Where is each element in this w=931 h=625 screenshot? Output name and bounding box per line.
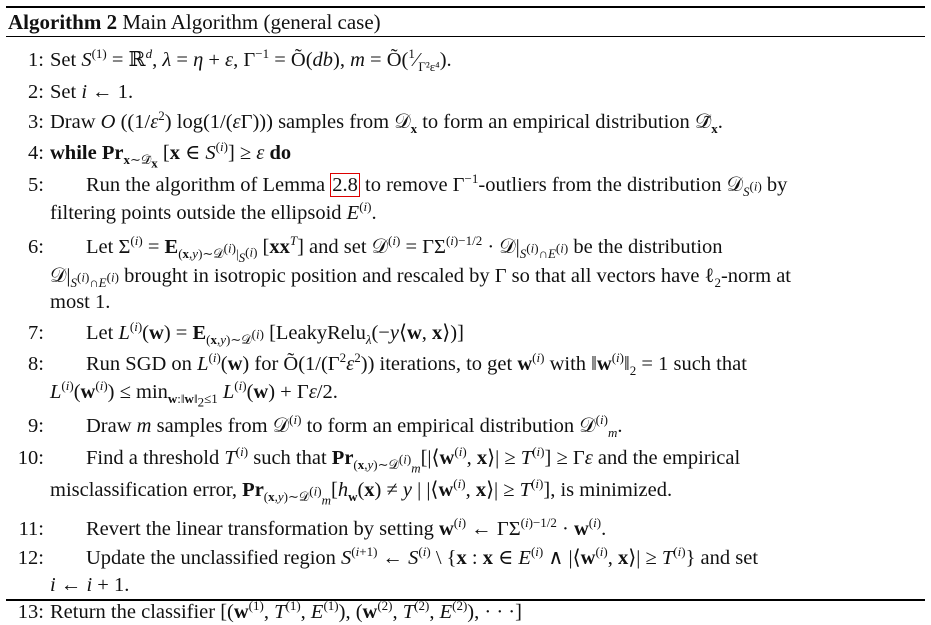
line-text: Let $L^{(i)}(w) = E_{(x,y)\sim 𝒟^{(i)}}$ [LeakyRelu$_\lambda$(−y⟨w, x⟩)] (86, 319, 464, 348)
bottom-rule (6, 599, 925, 601)
line-text: Draw O ($(1/\varepsilon^2)$ log(1/(εΓ))) samples from 𝒟$_x$ to form an empirical distribution $𝒟̃_x$. (50, 108, 723, 137)
line-number: 5: (28, 174, 44, 196)
line-number: 10: (17, 447, 44, 469)
line-number: 9: (28, 415, 44, 437)
line-text: Let $\Sigma^{(i)} = E_{(x,y)\sim 𝒟^{(i)}|_{S^{(i)}}}$ $[xx^T]$ and set 𝒟$^{(i)}$ = $\Gamma\Sigma^{(i)-1/2}$ · $𝒟|_{S^{(i)}\cap E^{(i)}}$ be the distribution (86, 233, 723, 265)
algorithm-box (6, 6, 925, 623)
line-text: Set $S^{(1)}$ = ℝ$^d$, λ = η + ε, $\Gamma^{-1}$ = Õ(db), $m = Õ(^1⁄_{\Gamma^2\varepsilon^4})$. (50, 46, 452, 75)
algorithm-title (6, 8, 925, 36)
algorithm-label: Algorithm 2 (8, 10, 118, 34)
line-text-continued: misclassification error, $Pr_{(x,y)\sim 𝒟^{(i)}_m}[h_w(x) \ne y$ | $|⟨w^{(i)}$, x⟩| ≥ $T^{(i)}$], is minimized. (50, 476, 673, 508)
line-text-continued: $L^{(i)}(w^{(i)}) \le \min_{w:‖w‖_2\le 1} L^{(i)}(w) + \Gamma\varepsilon/2$. (50, 378, 338, 410)
line-text: Update the unclassified region $S^{(i+1)}$ ← $S^{(i)}$ \ {x : x ∈ $E^{(i)}$ ∧ $|⟨w^{(i)}$, x⟩| ≥ $T^{(i)}$} and set (86, 544, 759, 569)
algorithm-name: Main Algorithm (general case) (122, 10, 381, 34)
title-rule (6, 36, 925, 37)
line-text: Run SGD on $L^{(i)}(w)$ for $Õ(1/(\Gamma^2\varepsilon^2))$ iterations, to get $w^{(i)}$ with $‖w^{(i)}‖_2 = 1$ such that (86, 350, 747, 379)
line-number: 13: (17, 601, 44, 623)
line-number: 6: (28, 236, 44, 258)
line-number: 4: (28, 142, 44, 164)
line-text-continued: filtering points outside the ellipsoid $E^{(i)}$. (50, 199, 377, 224)
line-text: Set i ← 1. (50, 81, 134, 103)
line-text: Return the classifier [($w^{(1)}$, $T^{(1)}$, $E^{(1)}$), ($w^{(2)}$, $T^{(2)}$, $E^{(2)}$), · · ·] (50, 598, 522, 623)
line-text-continued: $𝒟|_{S^{(i)}\cap E^{(i)}}$ brought in isotropic position and rescaled by Γ so that all vectors have ℓ$_2$-norm at (50, 265, 792, 291)
line-number: 1: (28, 49, 44, 71)
line-number: 11: (18, 518, 44, 540)
line-text: Revert the linear transformation by setting $w^{(i)}$ ← $\Gamma\Sigma^{(i)-1/2} \cdot w^{(i)}$. (86, 515, 607, 540)
line-text-continued: most 1. (50, 291, 111, 313)
line-text: Find a threshold $T^{(i)}$ such that $Pr_{(x,y)\sim 𝒟^{(i)}_m}[|⟨w^{(i)}$, x⟩| ≥ $T^{(i)}] \ge \Gamma\varepsilon$ and the empirical (86, 444, 741, 476)
line-number: 12: (17, 547, 44, 569)
line-number: 8: (28, 353, 44, 375)
line-text-continued: i ← i + 1. (50, 574, 130, 596)
line-text: Draw m samples from 𝒟$^{(i)}$ to form an empirical distribution 𝒟$^{(i)}_m$. (86, 412, 623, 441)
line-number: 2: (28, 81, 44, 103)
line-text: Run the algorithm of Lemma 2.8 to remove $\Gamma^{-1}$-outliers from the distribution 𝒟$_{S^{(i)}}$ by (86, 171, 788, 200)
line-number: 3: (28, 111, 44, 133)
line-text: while $Pr_{x\sim 𝒟̃_x}$ [x ∈ $S^{(i)}] \ge \varepsilon$ do (50, 139, 292, 171)
line-number: 7: (28, 322, 44, 344)
